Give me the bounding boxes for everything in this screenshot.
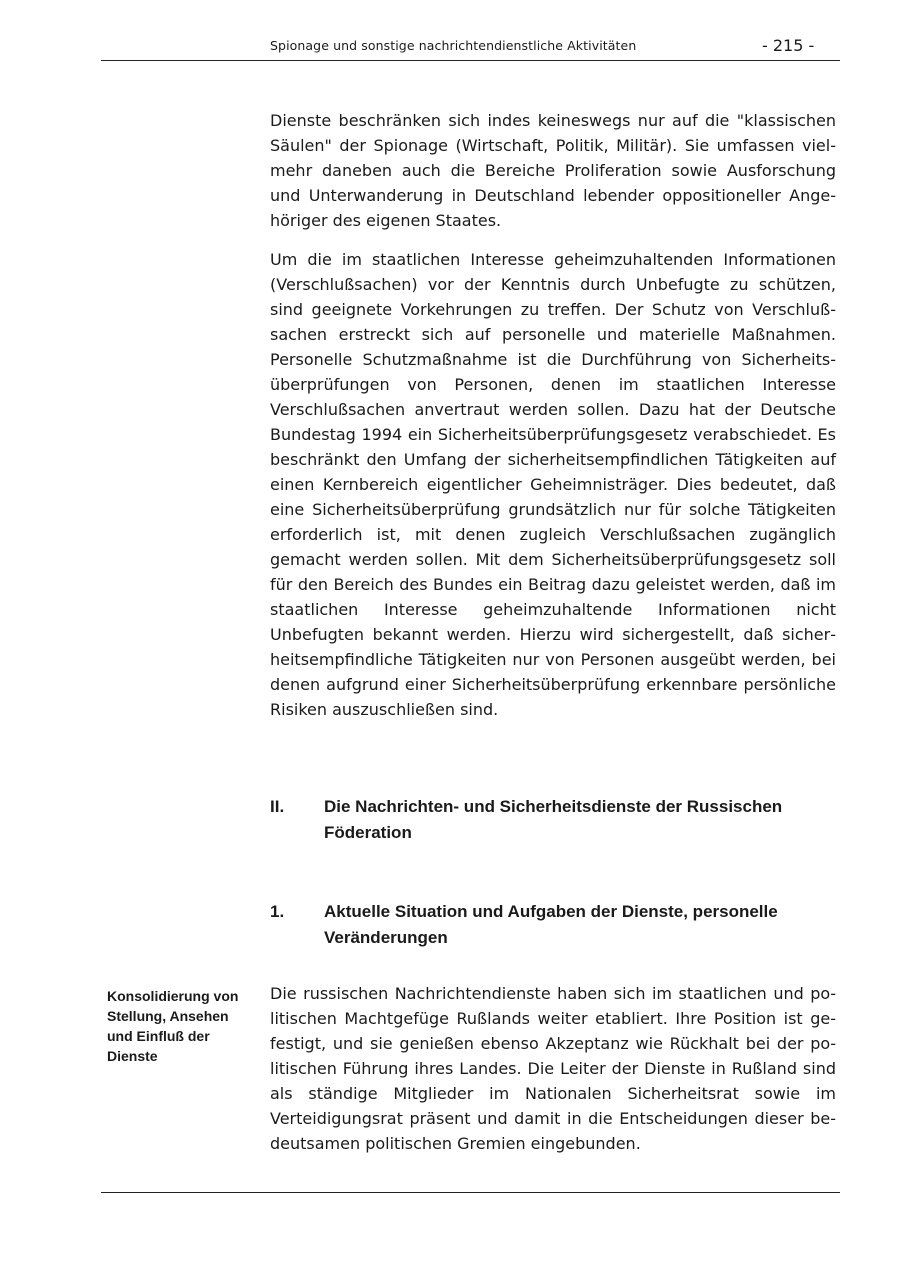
subsection-title: Aktuelle Situation und Aufgaben der Dienste, personelle Veränderungen [324,902,778,947]
footer-rule [101,1192,840,1193]
section-number: II. [270,797,285,816]
page-number: - 215 - [762,36,815,55]
subsection-number: 1. [270,902,285,921]
margin-note: Konsolidierung von Stellung, Ansehen und Einfluß der Dienste [107,988,239,1064]
header-rule [101,60,840,61]
paragraph-security-clearance: Um die im staatlichen Interesse geheimzuhaltenden Informationen (Verschlußsachen) vor der Kenntnis durch Unbefugte zu schützen, sind geeignete Vorkehrungen zu treffen. Der Schutz von Verschlußsachen erstreckt sich auf personelle und materielle Maßnahmen. Personelle Schutzmaßnahme ist die Durchführung von Sicherheitsüberprüfungen von Personen, denen im staatlichen Interesse Verschlußsachen anvertraut werden sollen. Dazu hat der Deutsche Bundestag 1994 ein Sicherheitsüberprüfungsgesetz verabschiedet. Es beschränkt den Umfang der sicherheitsempfindlichen Tätigkeiten auf einen Kernbereich eigentlicher Geheimnisträger. Dies bedeutet, daß eine Sicherheitsüberprüfung grundsätzlich nur für solche Tätigkeiten erforderlich ist, mit denen zugleich Verschlußsachen zugänglich gemacht werden sollen. Mit dem Sicherheitsüberprüfungsgesetz soll für den Bereich des Bundes ein Beitrag dazu geleistet werden, daß im staatlichen Interesse geheimzuhaltende Informationen nicht Unbefugten bekannt werden. Hierzu wird sichergestellt, daß sicherheitsempfindliche Tätigkeiten nur von Personen ausgeübt werden, bei denen aufgrund einer Sicherheitsüberprüfung erkennbare persönliche Risiken auszuschließen sind. [270,250,836,719]
section-title: Die Nachrichten- und Sicherheitsdienste der Russischen Föderation [324,797,783,842]
running-header-title: Spionage und sonstige nachrichtendienstliche Aktivitäten [270,38,637,53]
paragraph-intro: Dienste beschränken sich indes keineswegs nur auf die "klassischen Säulen" der Spionage (Wirtschaft, Politik, Militär). Sie umfassen vielmehr daneben auch die Bereiche Proliferation sowie Ausforschung und Unterwanderung in Deutschland lebender oppositioneller Angehöriger des eigenen Staates. [270,111,836,230]
paragraph-russian-services: Die russischen Nachrichtendienste haben sich im staatlichen und politischen Machtgefüge Rußlands weiter etabliert. Ihre Position ist gefestigt, und sie genießen ebenso Akzeptanz wie Rückhalt bei der politischen Führung ihres Landes. Die Leiter der Dienste in Rußland sind als ständige Mitglieder im Nationalen Sicherheitsrat sowie im Verteidigungsrat präsent und damit in die Entscheidungen dieser bedeutsamen politischen Gremien eingebunden. [270,984,836,1153]
